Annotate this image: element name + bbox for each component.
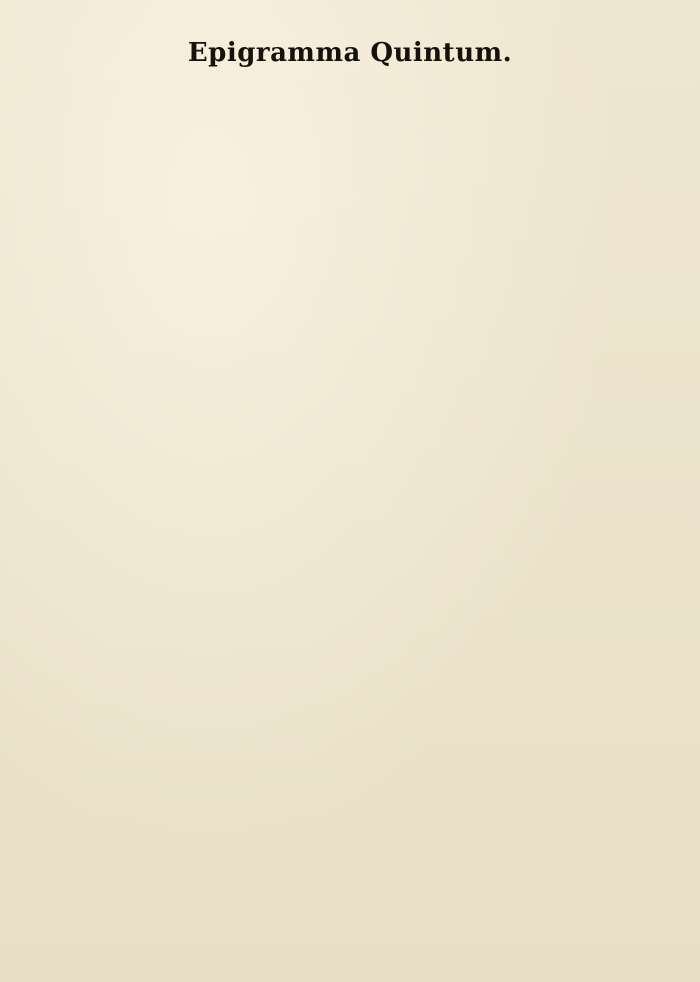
right-column <box>368 80 690 980</box>
page-title: Epigramma Quintum. <box>187 38 513 68</box>
left-column <box>28 80 373 980</box>
